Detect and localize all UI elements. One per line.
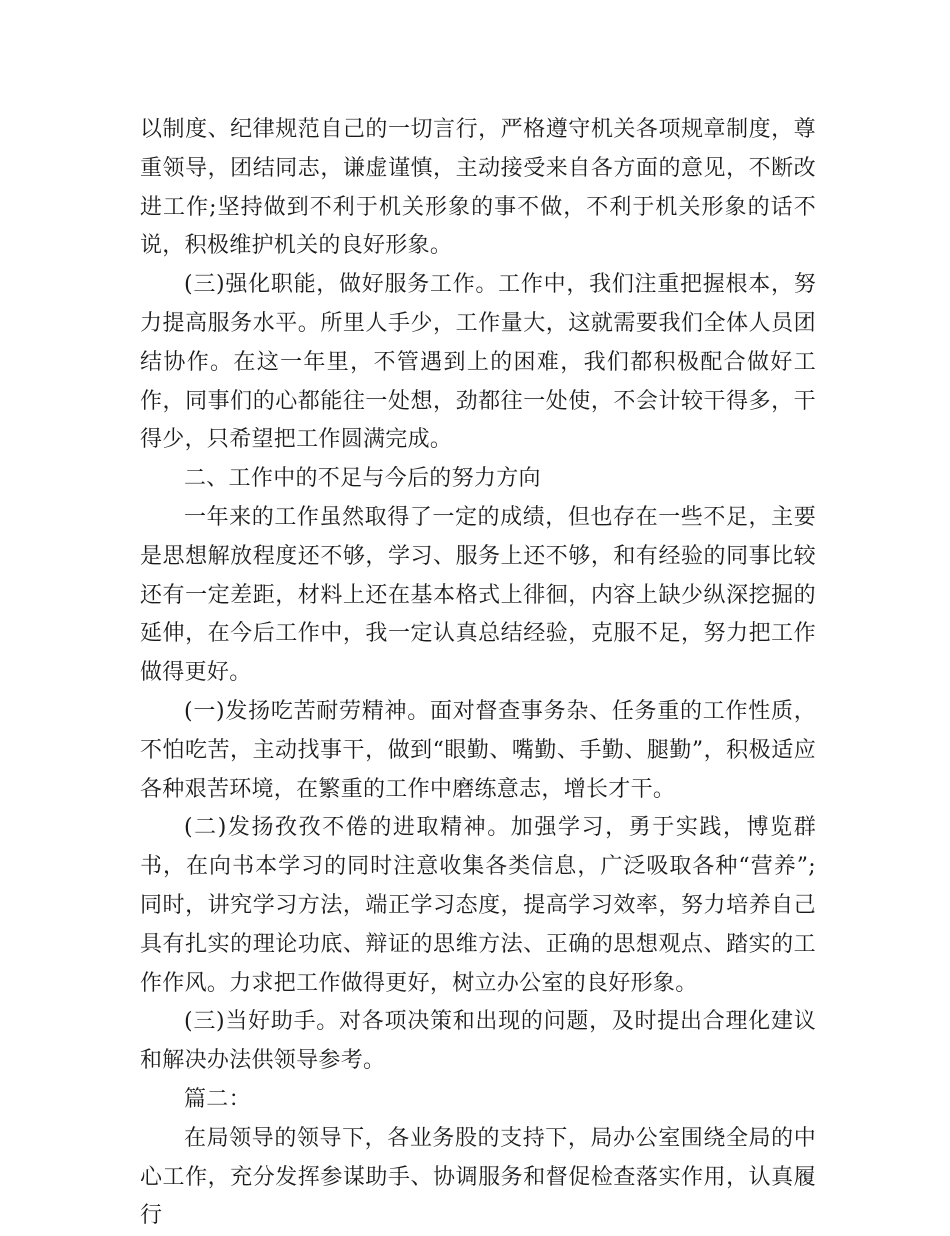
paragraph-4: (一)发扬吃苦耐劳精神。面对督查事务杂、任务重的工作性质，不怕吃苦，主动找事干，做到“眼勤、嘴勤、手勤、腿勤”，积极适应各种艰苦环境，在繁重的工作中磨练意志，增长才干。 bbox=[140, 698, 816, 802]
document-body bbox=[140, 111, 816, 1236]
paragraph-1: 以制度、纪律规范自己的一切言行，严格遵守机关各项规章制度，尊重领导，团结同志，谦虚谨慎，主动接受来自各方面的意见，不断改进工作;坚持做到不利于机关形象的事不做，不利于机关形象的话不说，积极维护机关的良好形象。 bbox=[140, 117, 816, 259]
paragraph-6: (三)当好助手。对各项决策和出现的问题，及时提出合理化建议和解决办法供领导参考。 bbox=[140, 1009, 816, 1074]
paragraph-2: (三)强化职能，做好服务工作。工作中，我们注重把握根本，努力提高服务水平。所里人手少，工作量大，这就需要我们全体人员团结协作。在这一年里，不管遇到上的困难，我们都积极配合做好工作，同事们的心都能往一处想，劲都往一处使，不会计较干得多，干得少，只希望把工作圆满完成。 bbox=[140, 272, 816, 453]
paragraph-5: (二)发扬孜孜不倦的进取精神。加强学习，勇于实践，博览群书，在向书本学习的同时注意收集各类信息，广泛吸取各种“营养”;同时，讲究学习方法，端正学习态度，提高学习效率，努力培养自己具有扎实的理论功底、辩证的思维方法、正确的思想观点、踏实的工作作风。力求把工作做得更好，树立办公室的良好形象。 bbox=[140, 815, 816, 996]
paragraph-7: 在局领导的领导下，各业务股的支持下，局办公室围绕全局的中心工作，充分发挥参谋助手、协调服务和督促检查落实作用，认真履行 bbox=[140, 1125, 816, 1229]
paragraph-3: 一年来的工作虽然取得了一定的成绩，但也存在一些不足，主要是思想解放程度还不够，学习、服务上还不够，和有经验的同事比较还有一定差距，材料上还在基本格式上徘徊，内容上缺少纵深挖掘的延伸，在今后工作中，我一定认真总结经验，克服不足，努力把工作做得更好。 bbox=[140, 504, 816, 686]
section-heading: 二、工作中的不足与今后的努力方向 bbox=[184, 466, 541, 492]
part-heading: 篇二： bbox=[184, 1086, 251, 1112]
